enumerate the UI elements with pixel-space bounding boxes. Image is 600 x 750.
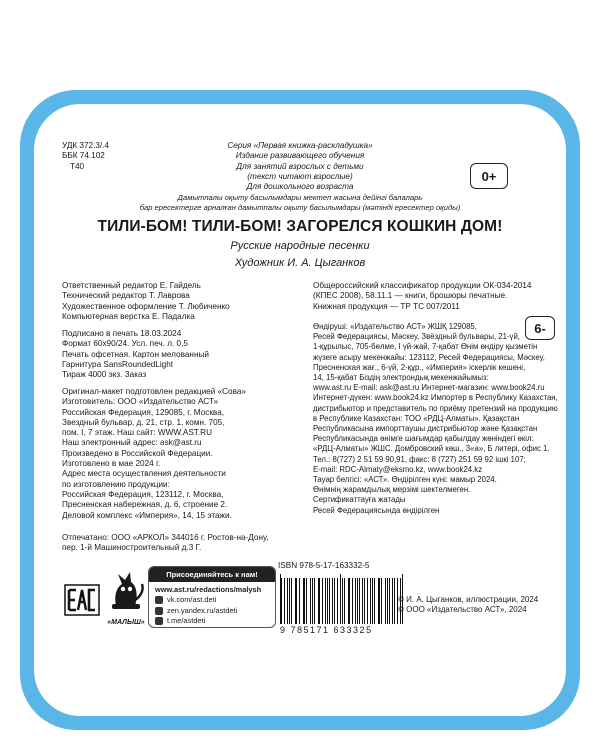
barcode-bar: [314, 578, 315, 624]
classification-codes: [62, 141, 109, 172]
social-promo-box: [148, 566, 276, 628]
isbn-number: ISBN 978-5-17-163332-5: [278, 561, 370, 570]
social-link-telegram[interactable]: [155, 616, 269, 627]
age-rating-secondary-text: 6-: [534, 320, 546, 336]
publisher-line: Российская Федерация, 123112, г. Москва,: [62, 489, 224, 499]
series-block: [150, 141, 450, 192]
kazakh-info-line: Ресей Федерациясында өндірілген: [313, 505, 440, 515]
publisher-line: Наш электронный адрес: ask@ast.ru: [62, 438, 202, 448]
classifier-line: Общероссийский классификатор продукции ОК-034-2014: [313, 281, 532, 290]
vk-icon: [155, 596, 163, 604]
printer-line: Отпечатано: ООО «АРКОЛ» 344016 г. Ростов-на-Дону,: [62, 533, 269, 542]
barcode-bar: [362, 578, 363, 624]
barcode-bar: [299, 578, 300, 624]
social-link-text: t.me/astdeti: [167, 616, 206, 625]
print-info-line: Гарнитура SansRoundedLight: [62, 359, 174, 369]
eac-icon: [64, 584, 100, 616]
malysh-logo: [104, 566, 148, 628]
print-info-line: Печать офсетная. Картон мелованный: [62, 349, 209, 359]
staff-line: Художественное оформление Т. Любиченко: [62, 301, 230, 311]
barcode: [280, 574, 404, 635]
kazakh-info-line: в Республике Казахстан: ТОО «РДЦ-Алматы». Қазақстан: [313, 413, 520, 423]
kazakh-info-line: Тауар белгісі: «АСТ». Өндірілген күні: мамыр 2024.: [313, 475, 497, 485]
publisher-line: по изготовлению продукции:: [62, 479, 170, 489]
kazakh-info-line: Тел.: 8(727) 2 51 59 90,91, факс: 8 (727) 251 59 92 ішкі 107;: [313, 454, 526, 464]
book-subtitle: Русские народные песенки: [230, 240, 370, 252]
print-info-line: Подписано в печать 18.03.2024: [62, 329, 182, 338]
barcode-bar: [310, 578, 311, 624]
barcode-bar: [392, 578, 393, 624]
print-info-line: Формат 60x90/24. Усл. печ. л. 0,5: [62, 339, 188, 349]
series-line: (текст читают взрослые): [247, 171, 353, 181]
illustrator-credit: Художник И. А. Цыганков: [234, 257, 366, 269]
barcode-bar: [385, 578, 386, 624]
kazakh-series-block: [100, 193, 500, 212]
bbk-code: ББК 74.102: [62, 151, 105, 161]
kazakh-info-line: Өнімнің жарамдылық мерзімі шектелмеген.: [313, 485, 471, 495]
publisher-line: Адрес места осуществления деятельности: [62, 469, 226, 479]
barcode-bars: [280, 574, 404, 624]
copyright-line: © ООО «Издательство АСТ», 2024: [398, 605, 527, 615]
staff-line: Компьютерная верстка Е. Падалка: [62, 311, 195, 321]
author-mark: Т40: [70, 161, 85, 171]
kazakh-series-line: Дамытпалы оқыту басылымдары мектеп жасына дейінгі балаларь: [177, 193, 423, 202]
publisher-line: Деловой комплекс «Империя», 14, 15 этажи.: [62, 510, 232, 520]
kazakh-info-line: 1-құрылыс, 705-бөлме, I үй-жай, 7-қабат Өнім өндіру қызметін: [313, 342, 538, 352]
publisher-line: Изготовлено в мае 2024 г.: [62, 459, 161, 469]
staff-line: Ответственный редактор Е. Гайдель: [62, 281, 201, 290]
promo-url-link[interactable]: www.ast.ru/redactions/malysh: [155, 585, 262, 594]
copyright-block: [398, 595, 538, 616]
series-line: Для занятий взрослых с детьми: [236, 161, 364, 171]
staff-credits: [62, 281, 230, 322]
kazakh-info-line: E-mail: RDC-Almaty@eksmo.kz, www.book24.kz: [313, 464, 483, 474]
classifier-line: Книжная продукция — ТР ТС 007/2011: [313, 301, 460, 311]
publisher-line: Произведено в Российской Федерации.: [62, 448, 213, 458]
age-rating-badge: [470, 163, 508, 189]
classifier-line: (КПЕС 2008), 58.11.1 — книги, брошюры печатные.: [313, 291, 508, 301]
barcode-bar: [381, 578, 382, 624]
barcode-digits: 9 785171 633325: [280, 625, 373, 635]
barcode-bar: [296, 578, 297, 624]
cat-mascot-icon: [104, 566, 148, 612]
kazakh-series-line: бар ересектерге арналған дамытпалы оқыту басылымдары (мәтінді ересектер оқиды): [139, 202, 461, 212]
printer-line: пер. 1-й Машиностроительный д.3 Г.: [62, 543, 202, 553]
barcode-bar: [367, 578, 368, 624]
publisher-line: Звездный бульвар, д. 21, стр. 1, комн. 705,: [62, 417, 225, 427]
udk-code: УДК 372.3/.4: [62, 141, 110, 150]
social-link-text: zen.yandex.ru/astdeti: [167, 605, 238, 615]
barcode-bar: [352, 578, 353, 624]
kazakh-info-line: Пресненская жағ., 6-үй, 2-құр., «Империя» іскерлік кешені,: [313, 362, 526, 372]
kazakh-info-line: «РДЦ-Алматы» ЖШС. Домбровский көш., 3«а», Б литері, офис 1.: [313, 444, 550, 454]
kazakh-info-line: Сертификаттауға жатады: [313, 495, 406, 505]
age-rating-text: 0+: [481, 168, 497, 184]
publisher-line: Изготовитель: ООО «Издательство АСТ»: [62, 397, 219, 407]
printer-info: [62, 533, 269, 554]
publisher-line: Российская Федерация, 129085, г. Москва,: [62, 407, 225, 417]
barcode-bar: [332, 578, 333, 624]
publisher-line: Пресненская набережная, д. 6, строение 2.: [62, 500, 228, 510]
copyright-line: © И. А. Цыганков, иллюстрации, 2024: [398, 595, 539, 604]
social-link-zen[interactable]: [155, 606, 269, 617]
zen-icon: [155, 607, 163, 615]
series-line: Для дошкольного возраста: [246, 182, 354, 192]
kazakh-info-line: 14, 15-қабат Біздің электрондық мекенжайымыз:: [313, 373, 489, 383]
kazakh-info-line: жүзеге асыру мекенжайы: 123112, Ресей Федерациясы, Мәскеу,: [313, 352, 545, 362]
book-title: ТИЛИ-БОМ! ТИЛИ-БОМ! ЗАГОРЕЛСЯ КОШКИН ДОМ!: [97, 218, 503, 235]
kazakh-info-line: www.ast.ru E-mail: ask@ast.ru Интернет-магазин: www.book24.ru: [313, 383, 545, 393]
kazakh-info: [313, 322, 558, 516]
product-classifier: [313, 281, 531, 312]
kazakh-info-line: Республикасында өнімге шағымдар қабылдау жөніндегі өкіл:: [313, 434, 534, 444]
social-link-text: vk.com/ast.deti: [167, 595, 217, 604]
publisher-line: Оригинал-макет подготовлен редакцией «Сова»: [62, 387, 246, 396]
promo-heading: Присоединяйтесь к нам!: [149, 567, 275, 582]
kazakh-info-line: Ресей Федерациясы, Мәскеу, Звёздный бульвары, 21-үй,: [313, 332, 520, 342]
barcode-bar: [349, 578, 350, 624]
barcode-bar: [291, 578, 292, 624]
series-line: Серия «Первая книжка-раскладушка»: [227, 141, 373, 150]
social-link-vk[interactable]: [155, 595, 269, 606]
kazakh-info-line: Республикасына импорттаушы дистрибьютор және Қазақстан: [313, 424, 538, 434]
series-line: Издание развивающего обучения: [235, 151, 365, 161]
malysh-logo-text: «МАЛЫШ»: [107, 619, 145, 626]
publisher-line: пом. I, 7 этаж. Наш сайт: WWW.AST.RU: [62, 428, 213, 438]
barcode-bar: [284, 578, 285, 624]
barcode-bar: [322, 578, 323, 624]
staff-line: Технический редактор Т. Лаврова: [62, 291, 190, 301]
publisher-info: [62, 387, 246, 521]
barcode-bar: [334, 578, 335, 624]
barcode-bar: [374, 578, 375, 624]
kazakh-info-line: Интернет-дүкен: www.book24.kz Импортер в Республику Казахстан,: [313, 393, 558, 403]
kazakh-info-line: Өндіруші: «Издательство АСТ» ЖШҚ 129085,: [313, 322, 477, 331]
telegram-icon: [155, 617, 163, 625]
print-info-line: Тираж 4000 экз. Заказ: [62, 370, 147, 380]
barcode-bar: [342, 578, 343, 624]
eac-mark: [64, 584, 100, 616]
kazakh-info-line: дистрибьютор и представитель по приёму претензий на продукцию: [313, 403, 558, 413]
print-info: [62, 329, 209, 380]
